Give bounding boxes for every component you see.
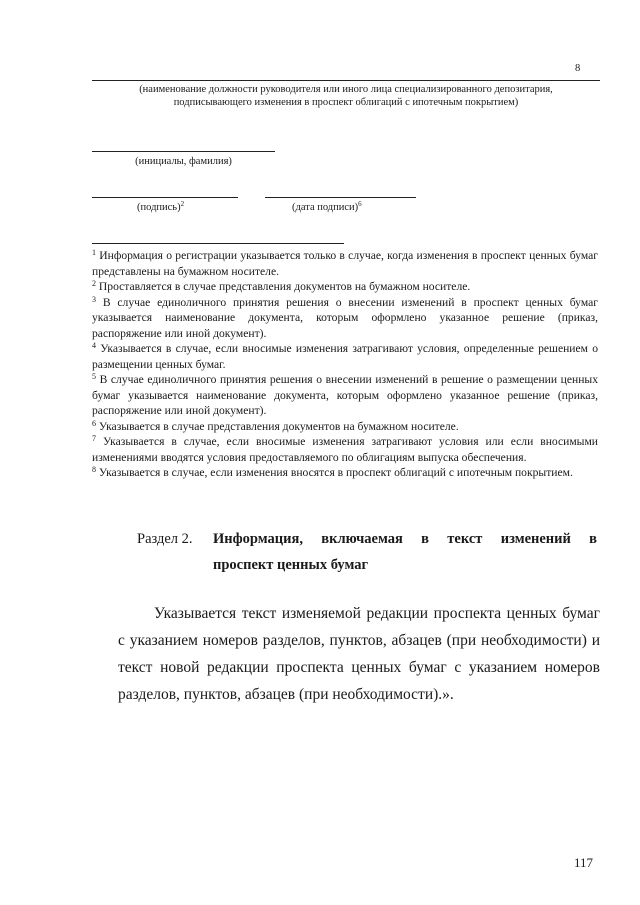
body-paragraph: Указывается текст изменяемой редакции проспекта ценных бумаг с указанием номеров разделов, пунктов, абзацев (при необходимости) и текст новой редакции проспекта ценных бумаг с указанием номеров разделов, пунктов, абзацев (при необходимости).». (118, 605, 600, 703)
footnote-6 (92, 419, 598, 435)
footnote-text: Информация о регистрации указывается только в случае, когда изменения в проспект ценных бумаг представлены на бумажном носителе. (92, 249, 598, 278)
signature-caption (137, 201, 184, 214)
footnote-7 (92, 434, 598, 465)
official-position-line (92, 80, 600, 81)
footnote-3 (92, 295, 598, 342)
footnote-text: Указывается в случае, если вносимые изменения затрагивают условия или если вносимыми изменениями вводятся условия предоставляемого по облигациям выпуска обеспечения. (92, 435, 599, 464)
footnote-5 (92, 372, 598, 419)
footnote-text: Указывается в случае, если вносимые изменения затрагивают условия, определенные решением о размещении ценных бумаг. (92, 342, 598, 371)
date-footnote-ref: 6 (358, 200, 362, 208)
footnote-4 (92, 341, 598, 372)
footnote-text: В случае единоличного принятия решения о внесении изменений в проспект ценных бумаг указывается наименование документа, которым оформлено указанное решение (приказ, распоряжение или иной документ). (92, 295, 598, 340)
initials-line (92, 151, 275, 152)
footnote-text: Указывается в случае представления документов на бумажном носителе. (98, 419, 459, 433)
footnote-number: 6 (92, 418, 96, 428)
section-title-line1: Информация, включаемая в текст изменений в (213, 531, 597, 547)
footnote-text: Указывается в случае, если изменения вносятся в проспект облигаций с ипотечным покрытием. (98, 466, 573, 479)
footnote-2 (92, 279, 598, 295)
footnote-number: 4 (92, 341, 96, 350)
official-position-caption (92, 83, 600, 109)
signature-footnote-ref: 2 (180, 200, 185, 208)
date-line (265, 197, 416, 198)
footnote-text: Проставляется в случае представления документов на бумажном носителе. (98, 280, 471, 293)
official-caption-line2: подписывающего изменения в проспект облигаций с ипотечным покрытием) (173, 97, 519, 108)
footnote-8 (92, 465, 598, 481)
footnote-separator (92, 243, 344, 244)
section-title-line2: проспект ценных бумаг (213, 557, 369, 573)
section-label: Раздел 2. (137, 531, 193, 547)
footnote-number: 8 (92, 465, 96, 474)
footnote-number: 1 (92, 248, 96, 257)
page-number: 117 (574, 855, 594, 870)
footnote-1 (92, 248, 598, 279)
footnote-number: 2 (92, 279, 96, 288)
date-caption-text: (дата подписи) (292, 202, 359, 213)
footnote-number: 3 (92, 294, 96, 304)
footnote-text: В случае единоличного принятия решения о внесении изменений в решение о размещении ценных бумаг указывается наименование документа, которым оформлено указанное решение (приказ, распоряжение или иной документ). (92, 373, 598, 417)
corner-page-number: 8 (575, 63, 581, 74)
footnote-number: 7 (92, 434, 96, 443)
body-text (118, 600, 600, 708)
footnote-number: 5 (92, 372, 96, 381)
footnotes (92, 248, 598, 481)
initials-caption: (инициалы, фамилия) (135, 156, 232, 167)
signature-line (92, 197, 238, 198)
official-caption-line1: (наименование должности руководителя или иного лица специализированного депозитария, (139, 84, 553, 95)
date-caption (292, 201, 362, 214)
signature-caption-text: (подпись) (137, 202, 181, 213)
